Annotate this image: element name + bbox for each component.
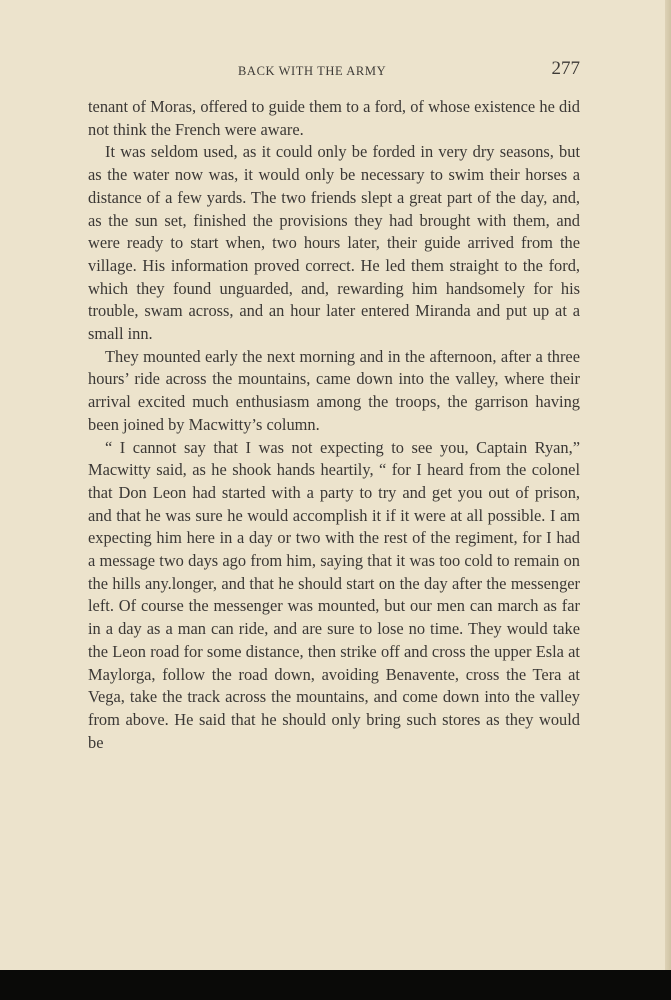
scan-bottom-border	[0, 970, 671, 1000]
page-number: 277	[551, 58, 580, 79]
paragraph: They mounted early the next morning and in the afternoon, after a three hours’ ride across the mountains, came down into the valley, where their arrival excited much enthusiasm among the troops, the garrison having been joined by Macwitty’s column.	[88, 346, 580, 434]
body-text	[88, 96, 580, 754]
paragraph: “ I cannot say that I was not expecting to see you, Captain Ryan,” Macwitty said, as he shook hands heartily, “ for I heard from the colonel that Don Leon had started with a party to try and get you out of prison, and that he was sure he would accomplish it if it were at all possible. I am expecting him here in a day or two with the rest of the regiment, for I had a message two days ago from him, saying that it was too cold to remain on the hills any.longer, and that he should start on the day after the messenger left. Of course the messenger was mounted, but our men can march as far in a day as a man can ride, and are sure to lose no time. They would take the Leon road for some distance, then strike off and cross the upper Esla at Maylorga, follow the road down, avoiding Benavente, cross the Tera at Vega, take the track across the mountains, and come down into the valley from above. He said that he should only bring such stores as they would be	[88, 437, 580, 752]
paragraph-continued: tenant of Moras, offered to guide them to a ford, of whose existence he did not think the French were aware.	[88, 97, 580, 139]
running-head: BACK WITH THE ARMY	[238, 64, 387, 78]
page-edge	[665, 0, 671, 970]
page-header	[88, 58, 580, 88]
paragraph: It was seldom used, as it could only be forded in very dry seasons, but as the water now was, it would only be necessary to swim their horses a distance of a few yards. The two friends slept a great part of the day, and, as the sun set, finished the provisions they had brought with them, and were ready to start when, two hours later, their guide arrived from the village. His information proved correct. He led them straight to the ford, which they found unguarded, and, rewarding him handsomely for his trouble, swam across, and an hour later entered Miranda and put up at a small inn.	[88, 142, 580, 344]
